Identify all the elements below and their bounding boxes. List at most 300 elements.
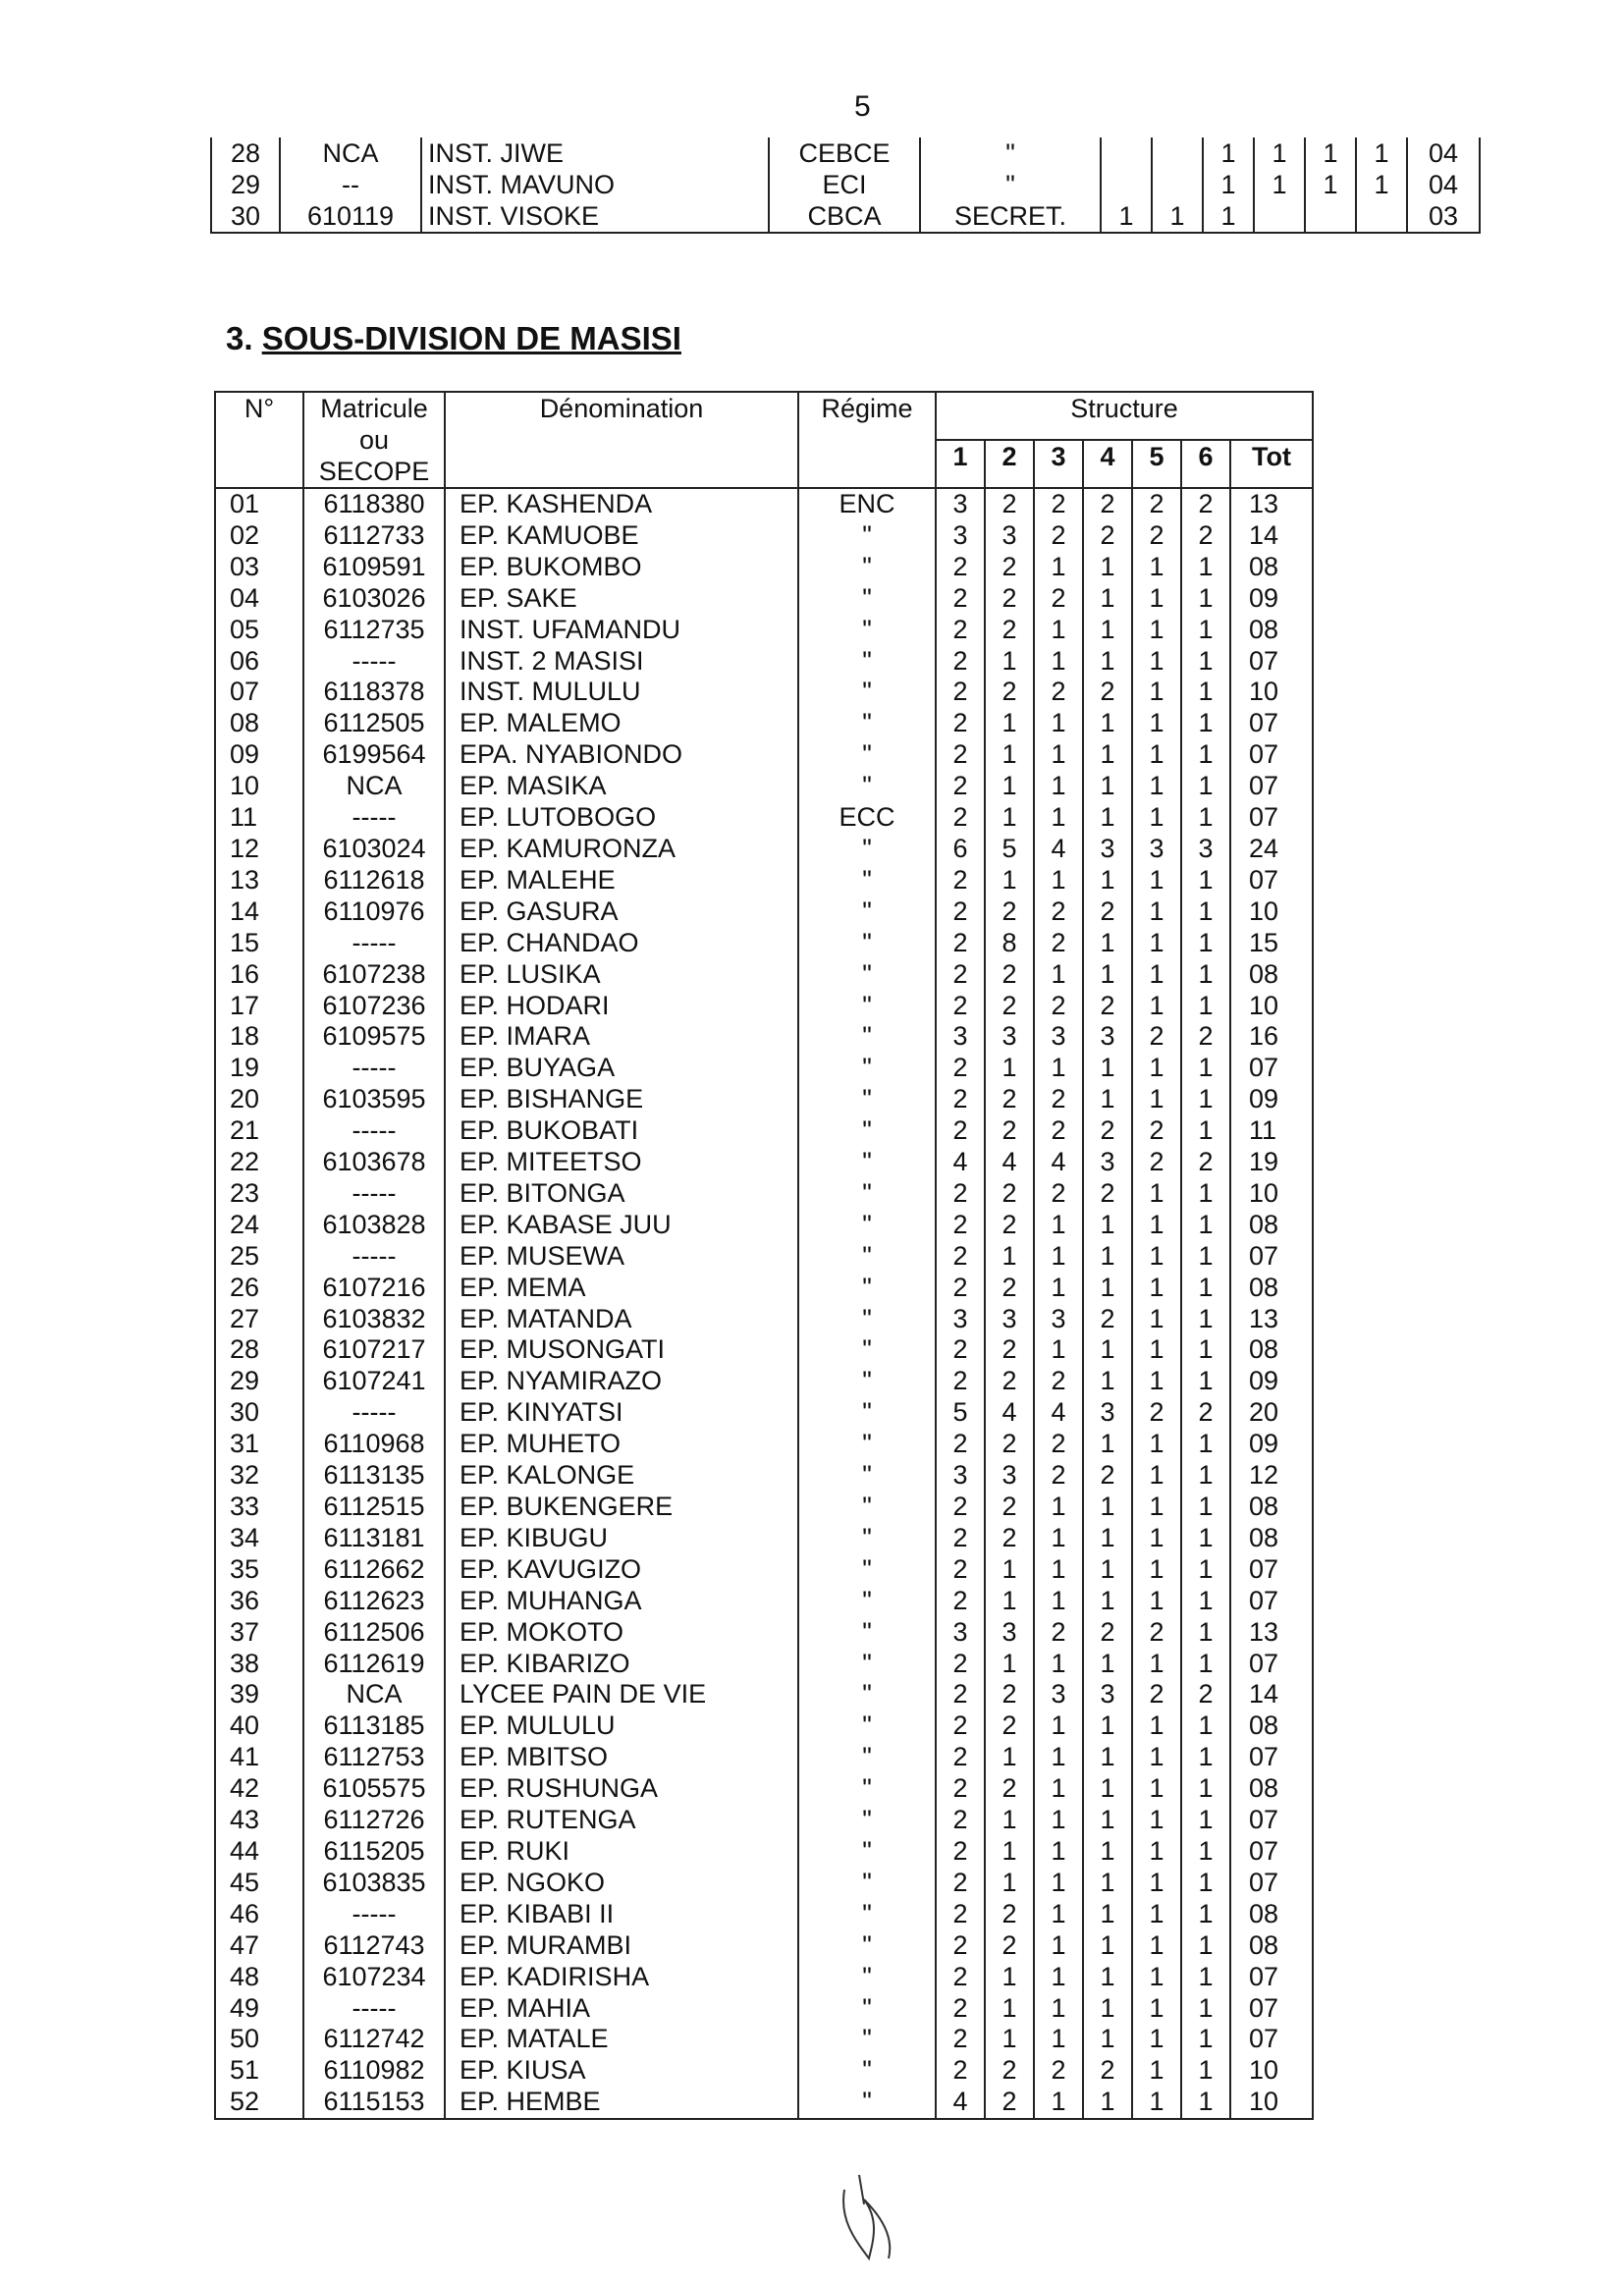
row-denomination: EP. GASURA	[445, 896, 798, 928]
row-structure-4: 3	[1083, 1021, 1132, 1053]
row-structure-3: 2	[1034, 488, 1083, 520]
row-matricule: 6103678	[303, 1147, 445, 1178]
row-regime: "	[798, 583, 936, 615]
row-matricule: 6103835	[303, 1868, 445, 1899]
row-structure-2: 2	[985, 991, 1034, 1022]
header-matricule-line1: Matricule	[320, 394, 428, 423]
row-structure-5: 1	[1132, 1523, 1181, 1554]
row-number: 32	[215, 1460, 303, 1492]
row-structure-5: 1	[1132, 677, 1181, 708]
row-structure-5: 1	[1132, 615, 1181, 646]
row-structure-6: 1	[1181, 552, 1230, 583]
row-structure-1: 2	[936, 739, 985, 771]
row-structure-1: 2	[936, 1429, 985, 1460]
row-structure-6: 1	[1181, 1899, 1230, 1930]
row-regime: "	[798, 1460, 936, 1492]
row-number: 27	[215, 1304, 303, 1335]
row-denomination: EP. MUHANGA	[445, 1586, 798, 1617]
row-structure-3: 1	[1034, 802, 1083, 834]
row-structure-3: 1	[1034, 1649, 1083, 1680]
row-structure-2: 2	[985, 1492, 1034, 1523]
row-structure-6: 1	[1181, 1210, 1230, 1241]
row-structure-6: 1	[1181, 1334, 1230, 1366]
row-denomination: EP. KALONGE	[445, 1460, 798, 1492]
row-total: 10	[1230, 1178, 1313, 1210]
header-structure: Structure	[936, 392, 1313, 440]
row-regime: "	[798, 646, 936, 678]
row-structure-1: 3	[936, 520, 985, 552]
row-structure-3: 1	[1034, 1993, 1083, 2025]
row-matricule: 6112733	[303, 520, 445, 552]
row-structure-1: 2	[936, 1679, 985, 1710]
row-structure-2: 2	[985, 552, 1034, 583]
row-structure-6: 1	[1181, 896, 1230, 928]
row-total: 20	[1230, 1397, 1313, 1429]
row-regime: "	[798, 2024, 936, 2055]
row-regime: "	[798, 2087, 936, 2119]
row-structure-5: 1	[1132, 2087, 1181, 2119]
table-row	[215, 1178, 1313, 1210]
table-row	[215, 1617, 1313, 1649]
section-number: 3.	[226, 320, 253, 356]
row-structure-4: 2	[1083, 1115, 1132, 1147]
table-row	[215, 2055, 1313, 2087]
cont-structure-5: 1	[1305, 137, 1356, 169]
row-structure-1: 2	[936, 1962, 985, 1993]
row-structure-4: 1	[1083, 771, 1132, 802]
row-structure-1: 2	[936, 1273, 985, 1304]
row-number: 19	[215, 1053, 303, 1084]
row-structure-3: 4	[1034, 834, 1083, 865]
row-structure-6: 1	[1181, 1053, 1230, 1084]
row-denomination: EP. LUTOBOGO	[445, 802, 798, 834]
row-structure-6: 1	[1181, 1805, 1230, 1836]
row-number: 11	[215, 802, 303, 834]
row-structure-2: 2	[985, 615, 1034, 646]
row-regime: "	[798, 1679, 936, 1710]
cont-matricule: 610119	[280, 200, 421, 233]
row-structure-3: 1	[1034, 1742, 1083, 1773]
row-structure-6: 1	[1181, 1273, 1230, 1304]
row-matricule: 6113135	[303, 1460, 445, 1492]
row-total: 08	[1230, 1899, 1313, 1930]
row-regime: "	[798, 771, 936, 802]
cont-structure-1	[1101, 169, 1152, 200]
row-denomination: EP. KADIRISHA	[445, 1962, 798, 1993]
row-number: 48	[215, 1962, 303, 1993]
row-number: 43	[215, 1805, 303, 1836]
row-matricule: 6103024	[303, 834, 445, 865]
row-matricule: 6113185	[303, 1710, 445, 1742]
row-matricule: -----	[303, 1053, 445, 1084]
row-structure-1: 2	[936, 896, 985, 928]
row-matricule: -----	[303, 1397, 445, 1429]
row-total: 08	[1230, 615, 1313, 646]
row-matricule: 6112515	[303, 1492, 445, 1523]
cont-structure-5: 1	[1305, 169, 1356, 200]
table-row	[215, 1962, 1313, 1993]
row-regime: "	[798, 552, 936, 583]
row-number: 22	[215, 1147, 303, 1178]
row-structure-6: 1	[1181, 1586, 1230, 1617]
row-structure-3: 1	[1034, 552, 1083, 583]
row-matricule: 6103828	[303, 1210, 445, 1241]
row-denomination: EP. BUYAGA	[445, 1053, 798, 1084]
row-matricule: 6112743	[303, 1930, 445, 1962]
row-regime: "	[798, 1649, 936, 1680]
row-denomination: EP. KIUSA	[445, 2055, 798, 2087]
table-row	[215, 1899, 1313, 1930]
row-total: 07	[1230, 1649, 1313, 1680]
row-structure-5: 2	[1132, 1147, 1181, 1178]
section-title-text: SOUS-DIVISION DE MASISI	[261, 320, 681, 356]
row-denomination: EP. MULULU	[445, 1710, 798, 1742]
row-structure-5: 1	[1132, 1334, 1181, 1366]
row-structure-5: 1	[1132, 1053, 1181, 1084]
row-structure-3: 1	[1034, 1773, 1083, 1805]
row-matricule: 6107236	[303, 991, 445, 1022]
row-regime: "	[798, 1021, 936, 1053]
row-structure-1: 2	[936, 1115, 985, 1147]
row-regime: "	[798, 1147, 936, 1178]
row-structure-3: 1	[1034, 1899, 1083, 1930]
table-row	[215, 1210, 1313, 1241]
cont-structure-5	[1305, 200, 1356, 233]
row-structure-5: 1	[1132, 1836, 1181, 1868]
row-structure-5: 1	[1132, 1210, 1181, 1241]
row-total: 08	[1230, 1210, 1313, 1241]
row-structure-2: 2	[985, 2055, 1034, 2087]
row-structure-1: 6	[936, 834, 985, 865]
row-structure-2: 3	[985, 1021, 1034, 1053]
row-regime: "	[798, 1617, 936, 1649]
row-number: 17	[215, 991, 303, 1022]
row-number: 24	[215, 1210, 303, 1241]
table-row	[215, 1147, 1313, 1178]
row-structure-1: 2	[936, 1742, 985, 1773]
row-matricule: 6118378	[303, 677, 445, 708]
row-structure-2: 2	[985, 959, 1034, 991]
row-structure-6: 1	[1181, 1429, 1230, 1460]
row-structure-3: 1	[1034, 1273, 1083, 1304]
row-structure-5: 3	[1132, 834, 1181, 865]
row-structure-1: 2	[936, 615, 985, 646]
section-title	[226, 320, 681, 357]
row-structure-4: 1	[1083, 1836, 1132, 1868]
row-structure-1: 3	[936, 1460, 985, 1492]
row-matricule: NCA	[303, 1679, 445, 1710]
row-structure-5: 1	[1132, 708, 1181, 739]
row-structure-2: 2	[985, 488, 1034, 520]
cont-num: 28	[211, 137, 280, 169]
row-structure-6: 2	[1181, 1397, 1230, 1429]
cont-num: 29	[211, 169, 280, 200]
row-number: 13	[215, 865, 303, 896]
row-structure-4: 1	[1083, 646, 1132, 678]
table-row	[215, 646, 1313, 678]
row-structure-6: 1	[1181, 1836, 1230, 1868]
row-structure-4: 1	[1083, 615, 1132, 646]
row-total: 10	[1230, 991, 1313, 1022]
row-total: 13	[1230, 1617, 1313, 1649]
row-structure-2: 2	[985, 583, 1034, 615]
row-structure-6: 1	[1181, 865, 1230, 896]
table-row	[215, 615, 1313, 646]
row-structure-2: 1	[985, 1053, 1034, 1084]
row-structure-1: 3	[936, 488, 985, 520]
row-regime: "	[798, 1742, 936, 1773]
row-structure-5: 1	[1132, 1962, 1181, 1993]
continuation-row	[211, 137, 1480, 169]
row-structure-4: 2	[1083, 1304, 1132, 1335]
row-number: 46	[215, 1899, 303, 1930]
row-total: 07	[1230, 1554, 1313, 1586]
row-structure-3: 2	[1034, 1115, 1083, 1147]
table-row	[215, 1397, 1313, 1429]
row-matricule: 6103026	[303, 583, 445, 615]
row-structure-3: 1	[1034, 615, 1083, 646]
row-total: 08	[1230, 1492, 1313, 1523]
row-structure-4: 1	[1083, 1273, 1132, 1304]
table-row	[215, 1273, 1313, 1304]
row-structure-1: 2	[936, 1178, 985, 1210]
row-denomination: EP. MUHETO	[445, 1429, 798, 1460]
table-row	[215, 1773, 1313, 1805]
row-structure-4: 1	[1083, 1649, 1132, 1680]
row-structure-2: 2	[985, 1366, 1034, 1397]
row-total: 08	[1230, 1273, 1313, 1304]
row-number: 47	[215, 1930, 303, 1962]
row-structure-6: 1	[1181, 802, 1230, 834]
row-regime: "	[798, 928, 936, 959]
row-regime: "	[798, 1899, 936, 1930]
table-row	[215, 959, 1313, 991]
cont-structure-6: 1	[1356, 169, 1407, 200]
table-row	[215, 739, 1313, 771]
row-structure-2: 1	[985, 1836, 1034, 1868]
row-regime: "	[798, 1805, 936, 1836]
row-structure-4: 1	[1083, 1930, 1132, 1962]
table-row	[215, 1241, 1313, 1273]
row-structure-5: 1	[1132, 1460, 1181, 1492]
row-matricule: 6112619	[303, 1649, 445, 1680]
cont-structure-2	[1152, 169, 1203, 200]
row-total: 08	[1230, 959, 1313, 991]
row-structure-6: 1	[1181, 677, 1230, 708]
cont-structure-3: 1	[1203, 169, 1254, 200]
row-structure-5: 1	[1132, 1773, 1181, 1805]
header-matricule-line2: ou	[358, 425, 390, 455]
row-denomination: EP. MALEMO	[445, 708, 798, 739]
row-structure-6: 1	[1181, 959, 1230, 991]
row-structure-3: 1	[1034, 959, 1083, 991]
row-number: 35	[215, 1554, 303, 1586]
row-structure-2: 1	[985, 1554, 1034, 1586]
row-matricule: -----	[303, 1178, 445, 1210]
row-structure-4: 1	[1083, 1523, 1132, 1554]
row-structure-1: 2	[936, 865, 985, 896]
table-row	[215, 552, 1313, 583]
row-structure-6: 1	[1181, 1115, 1230, 1147]
row-structure-4: 2	[1083, 1617, 1132, 1649]
row-structure-4: 1	[1083, 1742, 1132, 1773]
row-regime: "	[798, 739, 936, 771]
row-structure-2: 3	[985, 1617, 1034, 1649]
row-denomination: EP. MATALE	[445, 2024, 798, 2055]
row-matricule: 6112753	[303, 1742, 445, 1773]
row-denomination: EP. KABASE JUU	[445, 1210, 798, 1241]
row-denomination: EP. MURAMBI	[445, 1930, 798, 1962]
row-matricule: -----	[303, 802, 445, 834]
row-number: 31	[215, 1429, 303, 1460]
row-structure-4: 2	[1083, 677, 1132, 708]
row-structure-3: 2	[1034, 1178, 1083, 1210]
row-structure-4: 1	[1083, 1210, 1132, 1241]
row-matricule: 6112735	[303, 615, 445, 646]
cont-structure-6	[1356, 200, 1407, 233]
table-row	[215, 1304, 1313, 1335]
row-structure-3: 1	[1034, 1930, 1083, 1962]
row-structure-3: 2	[1034, 1366, 1083, 1397]
row-structure-2: 2	[985, 1429, 1034, 1460]
row-structure-5: 1	[1132, 991, 1181, 1022]
continuation-table	[210, 137, 1481, 234]
row-structure-1: 3	[936, 1021, 985, 1053]
row-total: 07	[1230, 646, 1313, 678]
row-structure-5: 1	[1132, 1492, 1181, 1523]
continuation-row	[211, 169, 1480, 200]
cont-num: 30	[211, 200, 280, 233]
row-denomination: INST. 2 MASISI	[445, 646, 798, 678]
row-matricule: 6103595	[303, 1084, 445, 1115]
row-structure-2: 2	[985, 1084, 1034, 1115]
row-structure-5: 1	[1132, 552, 1181, 583]
row-regime: "	[798, 1241, 936, 1273]
row-structure-2: 4	[985, 1147, 1034, 1178]
row-number: 49	[215, 1993, 303, 2025]
row-matricule: 6110968	[303, 1429, 445, 1460]
row-total: 07	[1230, 1053, 1313, 1084]
row-denomination: EP. NGOKO	[445, 1868, 798, 1899]
row-number: 39	[215, 1679, 303, 1710]
row-structure-1: 2	[936, 1649, 985, 1680]
row-structure-6: 1	[1181, 1492, 1230, 1523]
row-structure-4: 2	[1083, 488, 1132, 520]
row-matricule: 6110976	[303, 896, 445, 928]
row-structure-4: 2	[1083, 520, 1132, 552]
row-total: 09	[1230, 1366, 1313, 1397]
row-structure-4: 2	[1083, 2055, 1132, 2087]
row-structure-5: 1	[1132, 1649, 1181, 1680]
cont-denomination: INST. MAVUNO	[421, 169, 769, 200]
row-structure-4: 3	[1083, 1147, 1132, 1178]
row-structure-1: 2	[936, 1586, 985, 1617]
row-structure-5: 1	[1132, 2024, 1181, 2055]
row-total: 13	[1230, 488, 1313, 520]
row-denomination: EP. KAVUGIZO	[445, 1554, 798, 1586]
row-total: 08	[1230, 1773, 1313, 1805]
row-structure-3: 1	[1034, 1554, 1083, 1586]
row-total: 10	[1230, 896, 1313, 928]
header-matricule	[303, 392, 445, 488]
row-structure-2: 1	[985, 739, 1034, 771]
row-matricule: 6112506	[303, 1617, 445, 1649]
row-number: 23	[215, 1178, 303, 1210]
row-structure-6: 1	[1181, 1241, 1230, 1273]
row-total: 07	[1230, 2024, 1313, 2055]
row-structure-4: 1	[1083, 583, 1132, 615]
row-structure-3: 1	[1034, 2087, 1083, 2119]
row-structure-6: 2	[1181, 1679, 1230, 1710]
header-s2: 2	[985, 440, 1034, 488]
row-regime: "	[798, 1273, 936, 1304]
row-structure-6: 1	[1181, 1460, 1230, 1492]
row-number: 16	[215, 959, 303, 991]
row-regime: "	[798, 1554, 936, 1586]
row-denomination: EP. KIBABI II	[445, 1899, 798, 1930]
row-structure-3: 1	[1034, 708, 1083, 739]
row-denomination: LYCEE PAIN DE VIE	[445, 1679, 798, 1710]
row-structure-2: 3	[985, 1460, 1034, 1492]
row-total: 10	[1230, 2087, 1313, 2119]
row-regime: "	[798, 1930, 936, 1962]
row-number: 45	[215, 1868, 303, 1899]
row-number: 51	[215, 2055, 303, 2087]
row-total: 08	[1230, 1710, 1313, 1742]
row-structure-2: 1	[985, 802, 1034, 834]
row-structure-6: 1	[1181, 928, 1230, 959]
row-structure-5: 2	[1132, 1617, 1181, 1649]
table-row	[215, 1021, 1313, 1053]
row-total: 16	[1230, 1021, 1313, 1053]
row-structure-5: 2	[1132, 1679, 1181, 1710]
cont-regime: CBCA	[769, 200, 920, 233]
row-total: 07	[1230, 1742, 1313, 1773]
table-row	[215, 1429, 1313, 1460]
row-structure-4: 1	[1083, 2024, 1132, 2055]
row-total: 07	[1230, 739, 1313, 771]
row-structure-4: 3	[1083, 1679, 1132, 1710]
row-total: 12	[1230, 1460, 1313, 1492]
row-number: 28	[215, 1334, 303, 1366]
row-structure-4: 1	[1083, 1899, 1132, 1930]
row-structure-2: 1	[985, 1962, 1034, 1993]
row-total: 10	[1230, 2055, 1313, 2087]
row-total: 09	[1230, 1084, 1313, 1115]
table-row	[215, 1649, 1313, 1680]
table-row	[215, 991, 1313, 1022]
row-structure-1: 5	[936, 1397, 985, 1429]
row-structure-4: 1	[1083, 1334, 1132, 1366]
row-structure-2: 2	[985, 1115, 1034, 1147]
row-denomination: EP. BISHANGE	[445, 1084, 798, 1115]
row-structure-4: 1	[1083, 1053, 1132, 1084]
row-structure-6: 1	[1181, 771, 1230, 802]
row-structure-4: 1	[1083, 739, 1132, 771]
table-row	[215, 1366, 1313, 1397]
row-structure-5: 1	[1132, 1429, 1181, 1460]
row-denomination: EPA. NYABIONDO	[445, 739, 798, 771]
row-denomination: EP. RUSHUNGA	[445, 1773, 798, 1805]
row-denomination: EP. KAMURONZA	[445, 834, 798, 865]
row-structure-3: 1	[1034, 646, 1083, 678]
row-structure-6: 2	[1181, 488, 1230, 520]
row-number: 29	[215, 1366, 303, 1397]
row-regime: "	[798, 1210, 936, 1241]
row-matricule: 6109591	[303, 552, 445, 583]
row-matricule: 6199564	[303, 739, 445, 771]
row-structure-6: 1	[1181, 2087, 1230, 2119]
